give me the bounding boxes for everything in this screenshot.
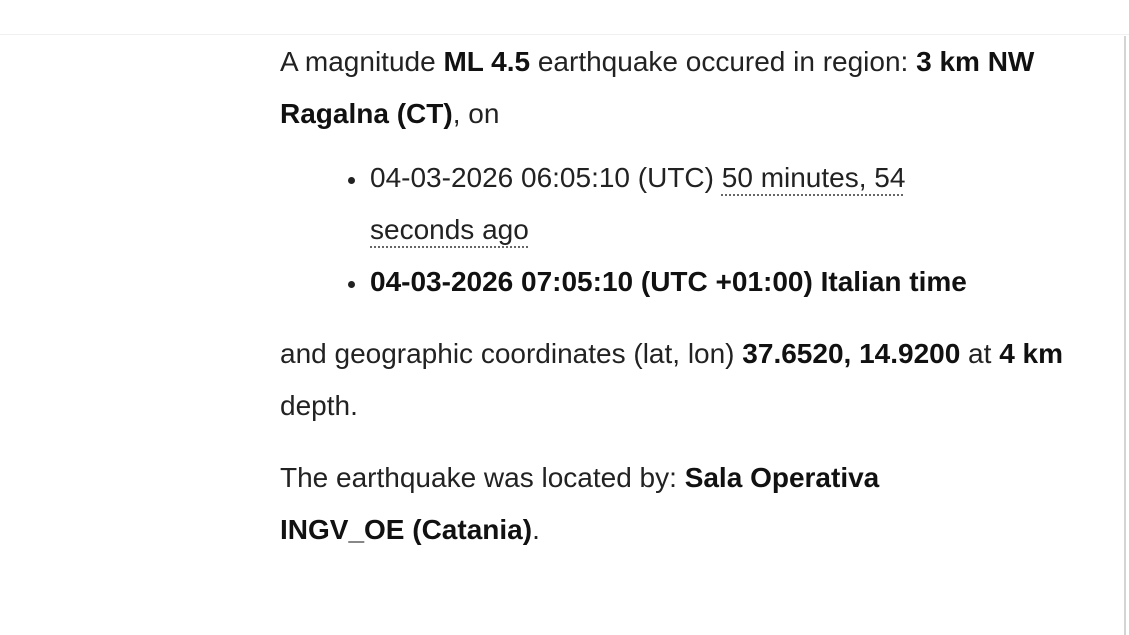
relative-time[interactable]: 50 minutes, 54 seconds ago: [370, 162, 906, 245]
located-suffix: .: [532, 514, 540, 545]
intro-paragraph: [280, 36, 1040, 140]
magnitude-value: ML 4.5: [443, 46, 531, 77]
right-border: [1124, 36, 1126, 635]
utc-time: 04-03-2026 06:05:10 (UTC): [370, 162, 714, 193]
coords-prefix: and geographic coordinates (lat, lon): [280, 338, 743, 369]
depth-prefix: at: [960, 338, 1000, 369]
depth-suffix: depth.: [280, 390, 358, 421]
coordinates-paragraph: [280, 328, 1070, 432]
italian-time: 04-03-2026 07:05:10 (UTC +01:00) Italian time: [370, 266, 967, 297]
located-by-paragraph: [280, 452, 980, 556]
earthquake-summary: [280, 36, 1070, 556]
depth-value: 4 km: [999, 338, 1064, 369]
located-prefix: The earthquake was located by:: [280, 462, 685, 493]
top-divider: [0, 34, 1129, 35]
coordinates-value: 37.6520, 14.9200: [742, 338, 961, 369]
intro-mid: earthquake occured in region:: [530, 46, 917, 77]
time-list: [280, 152, 968, 308]
located-by-value: Sala Operativa INGV_OE (Catania): [280, 462, 880, 545]
region-name: 3 km NW Ragalna (CT): [280, 46, 1035, 129]
intro-prefix: A magnitude: [280, 46, 444, 77]
utc-time-item: [368, 152, 968, 256]
italian-time-item: [368, 256, 968, 308]
intro-suffix: , on: [452, 98, 500, 129]
